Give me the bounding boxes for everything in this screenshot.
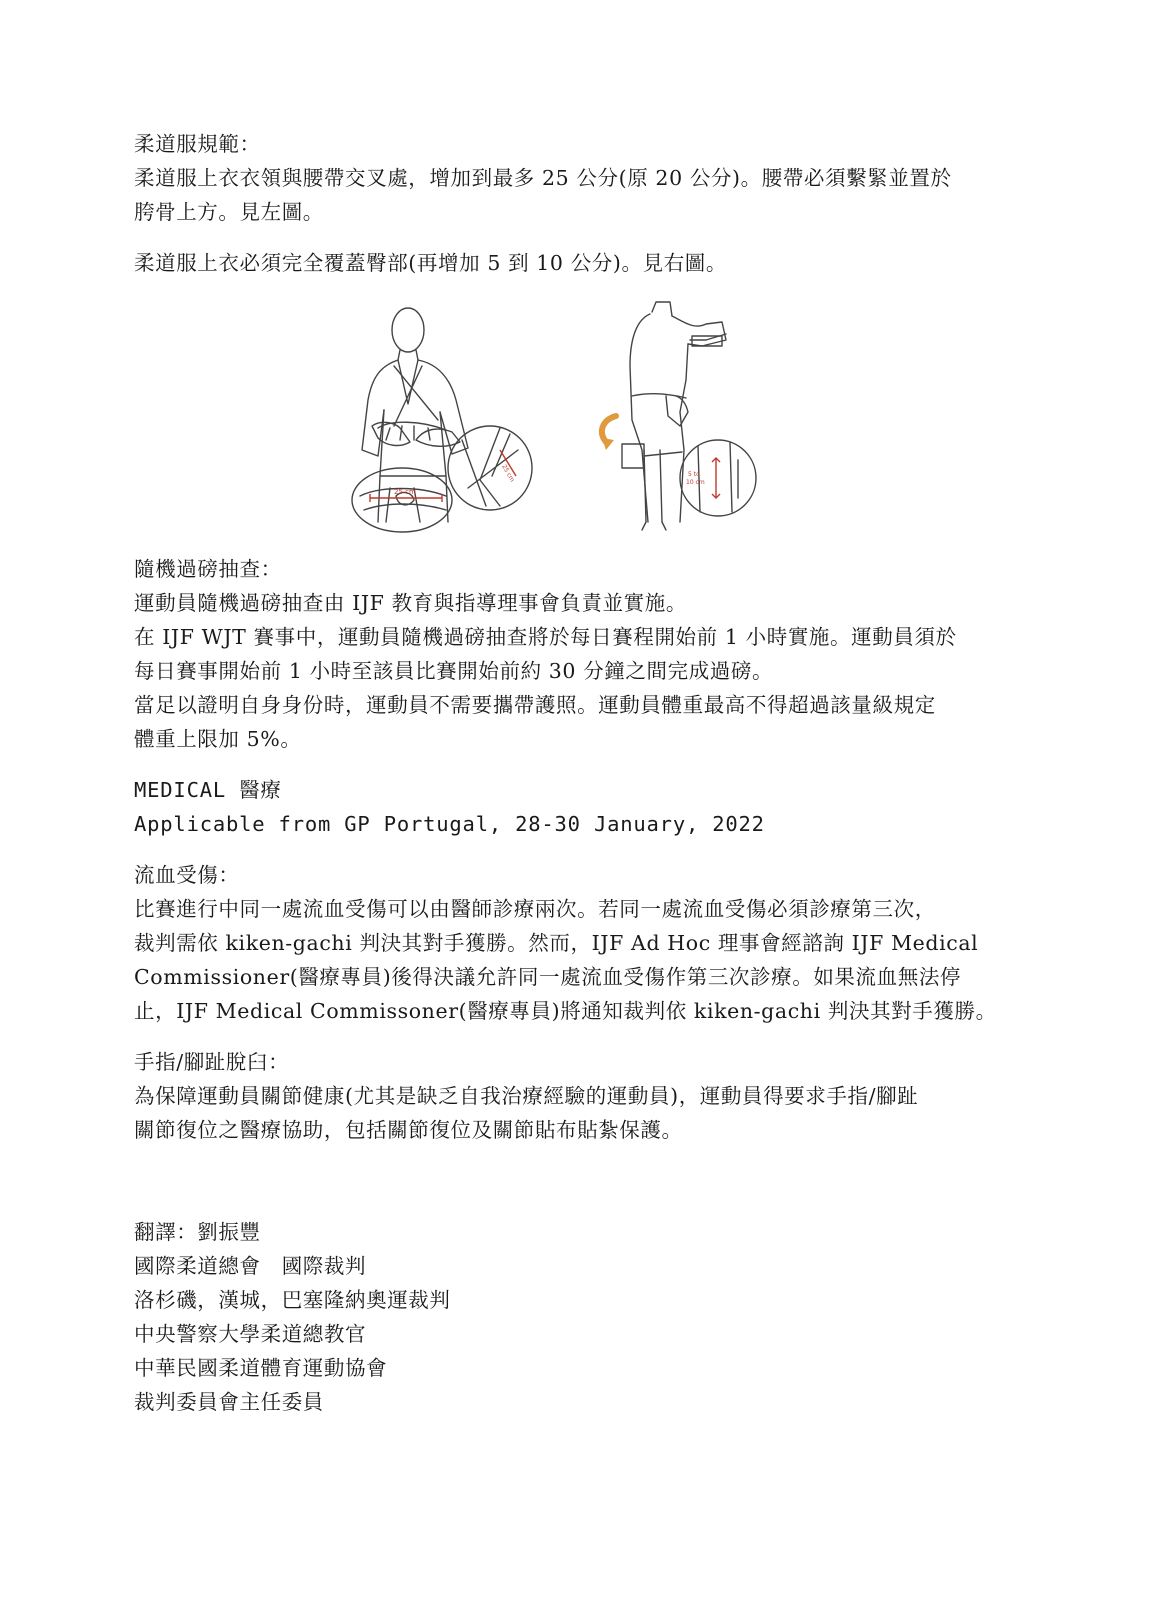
right-measure-label-top: 5 to [688,471,700,478]
belt-zoom-circle [352,468,452,532]
weigh-in-line-4: 當足以證明自身身份時，運動員不需要攜帶護照。運動員體重最高不得超過該量級規定 [134,693,936,717]
credit-translator: 翻譯：劉振豐 [134,1220,261,1244]
dislocation-heading: 手指/腳趾脫臼： [134,1050,290,1074]
dislocation-line-2: 關節復位之醫療協助，包括關節復位及關節貼布貼紮保護。 [134,1118,683,1142]
judogi-text-line-2: 胯骨上方。見左圖。 [134,200,324,224]
credit-line-5: 中華民國柔道體育運動協會 [134,1356,388,1380]
left-measure-label: 25 cm [394,488,416,496]
weigh-in-heading: 隨機過磅抽查： [134,557,282,581]
judogi-illustration [350,300,800,562]
credit-line-4: 中央警察大學柔道總教官 [134,1322,367,1346]
bleeding-line-3: Commissioner(醫療專員)後得決議允許同一處流血受傷作第三次診療。如果流血無法停 [134,965,962,989]
middle-measure-label: 25 cm [500,463,516,484]
rotate-arrow-icon [602,416,616,442]
judogi-heading: 柔道服規範： [134,132,261,156]
bleeding-heading: 流血受傷： [134,863,240,887]
medical-applicable: Applicable from GP Portugal, 28-30 January, 2022 [134,812,765,836]
bleeding-line-1: 比賽進行中同一處流血受傷可以由醫師診療兩次。若同一處流血受傷必須診療第三次， [134,897,936,921]
credit-line-2: 國際柔道總會 國際裁判 [134,1254,367,1278]
right-judoka-drawing [630,302,726,530]
dislocation-line-1: 為保障運動員關節健康(尤其是缺乏自我治療經驗的運動員)，運動員得要求手指/腳趾 [134,1084,919,1108]
bleeding-line-4: 止，IJF Medical Commissoner(醫療專員)將通知裁判依 kiken-gachi 判決其對手獲勝。 [134,999,997,1023]
judogi-illustration-svg [350,300,800,562]
weigh-in-line-5: 體重上限加 5%。 [134,727,302,751]
bleeding-line-2: 裁判需依 kiken-gachi 判決其對手獲勝。然而，IJF Ad Hoc 理事會經諮詢 IJF Medical [134,931,979,955]
right-measure-label-bottom: 10 cm [686,479,705,486]
weigh-in-line-2: 在 IJF WJT 賽事中，運動員隨機過磅抽查將於每日賽程開始前 1 小時實施。運動員須於 [134,625,957,649]
lapel-zoom-circle [448,426,532,510]
judogi-text-line-1: 柔道服上衣衣領與腰帶交叉處，增加到最多 25 公分(原 20 公分)。腰帶必須繫緊並置於 [134,166,952,190]
judogi-text-line-3: 柔道服上衣必須完全覆蓋臀部(再增加 5 到 10 公分)。見右圖。 [134,251,727,275]
credit-line-3: 洛杉磯，漢城，巴塞隆納奧運裁判 [134,1288,451,1312]
credit-line-6: 裁判委員會主任委員 [134,1390,324,1414]
weigh-in-line-1: 運動員隨機過磅抽查由 IJF 教育與指導理事會負責並實施。 [134,591,687,615]
weigh-in-line-3: 每日賽事開始前 1 小時至該員比賽開始前約 30 分鐘之間完成過磅。 [134,659,774,683]
medical-heading: MEDICAL 醫療 [134,778,282,802]
